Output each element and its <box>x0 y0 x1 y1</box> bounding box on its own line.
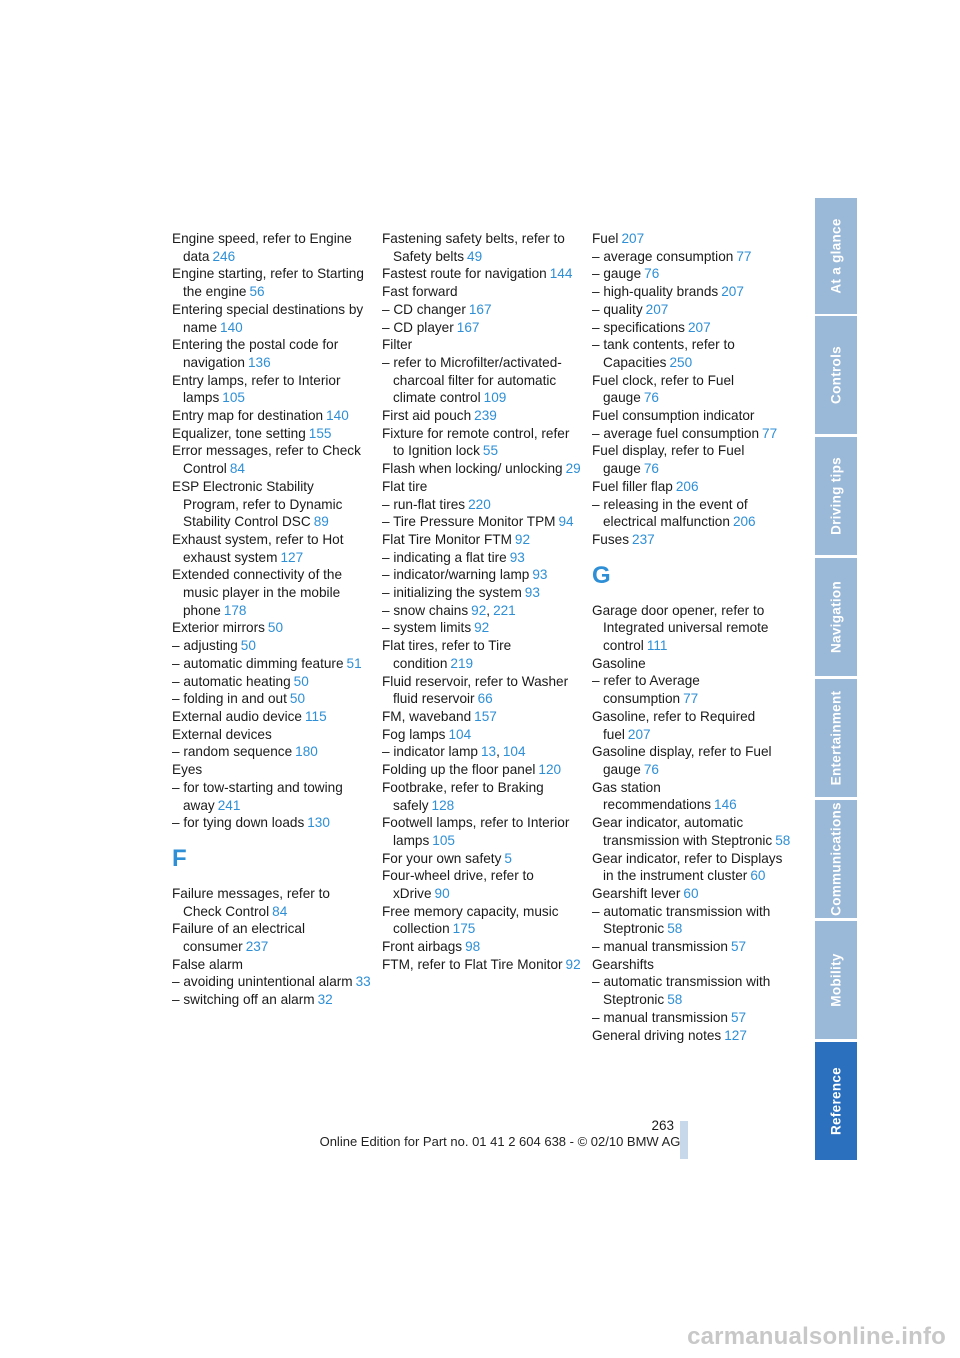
index-entry <box>172 478 372 531</box>
index-entry <box>592 248 792 266</box>
section-letter: G <box>592 561 611 589</box>
page-link[interactable]: 89 <box>313 514 329 530</box>
index-entry-text: Fixture for remote control, refer to Ignition lock <box>382 425 570 459</box>
page-link[interactable]: 92 <box>471 602 487 618</box>
footer-text: Online Edition for Part no. 01 41 2 604 638 - © 02/10 BMW AG <box>319 1134 681 1149</box>
page-link[interactable]: 51 <box>346 655 362 671</box>
page-link[interactable]: 93 <box>524 585 540 601</box>
page-link[interactable]: 56 <box>249 284 265 300</box>
index-entry <box>172 407 372 425</box>
index-entry <box>172 425 372 443</box>
index-entry <box>172 230 372 265</box>
index-entry-text: – automatic dimming feature <box>172 655 344 671</box>
page-link[interactable]: 92 <box>514 531 531 547</box>
page-link[interactable]: 50 <box>293 673 309 689</box>
page-link[interactable]: 207 <box>645 301 669 317</box>
page-link[interactable]: 155 <box>308 425 332 441</box>
page-link[interactable]: 32 <box>317 992 333 1008</box>
page-link[interactable]: 93 <box>532 567 548 583</box>
index-entry <box>172 442 372 477</box>
page-link[interactable]: 77 <box>736 248 752 264</box>
index-entry-text: – releasing in the event of electrical malfunction <box>592 496 748 530</box>
index-entry <box>172 336 372 371</box>
index-entry <box>172 761 372 779</box>
index-entry-text: Gas station recommendations <box>592 779 712 813</box>
index-entry <box>172 265 372 300</box>
page-link[interactable]: 146 <box>714 797 737 813</box>
page-link[interactable]: 104 <box>448 726 472 742</box>
page-link[interactable]: 140 <box>220 319 243 335</box>
page-link[interactable]: 84 <box>229 461 245 477</box>
index-entry <box>382 407 582 425</box>
index-entry-text: External devices <box>172 726 272 742</box>
page-link[interactable]: 250 <box>669 354 693 370</box>
index-entry <box>382 301 582 319</box>
page-link[interactable]: 98 <box>465 939 481 955</box>
index-entry-text: Gear indicator, refer to Displays in the instrument cluster <box>592 850 783 884</box>
page-link[interactable]: 115 <box>304 708 327 724</box>
page-link[interactable]: 207 <box>621 231 645 246</box>
index-entry-text: – tank contents, refer to Capacities <box>592 337 735 370</box>
index-entry <box>592 265 792 283</box>
page-link[interactable]: 167 <box>468 301 492 317</box>
index-entry-text: Footbrake, refer to Braking safely <box>382 779 544 813</box>
index-entry-text: – average fuel consumption <box>592 425 760 441</box>
index-entry <box>172 372 372 407</box>
page-link[interactable]: 104 <box>502 744 526 760</box>
index-entry-text: Free memory capacity, music collection <box>382 903 559 937</box>
index-entry-text: Entering the postal code for navigation <box>172 337 339 370</box>
sidebar-tab-reference[interactable]: Reference <box>815 1042 857 1160</box>
index-entry-text: Entry lamps, refer to Interior lamps <box>172 372 341 406</box>
page-link[interactable]: 76 <box>644 266 660 282</box>
index-entry <box>172 566 372 619</box>
index-entry-text: – CD changer <box>382 301 466 317</box>
index-entry-text: – for tying down loads <box>172 815 305 831</box>
index-entry <box>172 956 372 974</box>
index-entry <box>592 655 792 673</box>
index-entry <box>592 779 792 814</box>
index-entry-text: Gearshift lever <box>592 885 681 901</box>
page-link[interactable]: 90 <box>434 886 450 902</box>
page-link[interactable]: 77 <box>683 691 699 707</box>
index-entry <box>382 319 582 337</box>
page-link[interactable]: 219 <box>450 655 474 671</box>
index-entry-text: Exhaust system, refer to Hot exhaust system <box>172 531 344 565</box>
index-entry-text: – specifications <box>592 319 685 335</box>
index-entry <box>172 779 372 814</box>
index-entry-text: Gear indicator, automatic transmission with Steptronic <box>592 815 773 848</box>
index-entry-text: – Tire Pressure Monitor TPM <box>382 514 556 530</box>
page-link[interactable]: 33 <box>355 974 371 990</box>
index-entry-text: Error messages, refer to Check Control <box>172 443 361 477</box>
page-link[interactable]: 29 <box>565 461 581 477</box>
page-link[interactable]: 60 <box>750 868 766 884</box>
index-entry-text: – automatic heating <box>172 673 291 689</box>
page-link[interactable]: 49 <box>467 248 483 264</box>
page-link[interactable]: 94 <box>558 514 574 530</box>
page-link[interactable]: 207 <box>627 726 651 742</box>
index-entry-text: Failure messages, refer to Check Control <box>172 885 330 919</box>
index-entry <box>592 1027 792 1045</box>
index-entry <box>382 496 582 514</box>
index-entry-text: – manual transmission <box>592 1009 728 1025</box>
index-entry-text: – refer to Average consumption <box>592 673 700 707</box>
index-entry <box>592 301 792 319</box>
index-entry <box>172 301 372 336</box>
page-separator: , <box>486 602 491 618</box>
index-entry <box>592 956 792 974</box>
page-link[interactable]: 246 <box>212 248 236 264</box>
sidebar-tab-driving-tips[interactable]: Driving tips <box>815 437 857 555</box>
sidebar-tab-mobility[interactable]: Mobility <box>815 921 857 1039</box>
index-entry-text: – CD player <box>382 319 454 335</box>
page-link[interactable]: 60 <box>683 885 699 901</box>
watermark: carmanualsonline.info <box>687 1323 946 1350</box>
index-entry-text: – switching off an alarm <box>172 992 315 1008</box>
page-number: 263 <box>651 1118 674 1133</box>
page-link[interactable]: 57 <box>731 939 747 955</box>
page-link[interactable]: 76 <box>643 390 659 406</box>
index-entry <box>592 814 792 849</box>
index-entry <box>172 885 372 920</box>
index-entry-text: – refer to Microfilter/activated-charcoal filter for automatic climate control <box>382 354 562 406</box>
page-link[interactable]: 175 <box>452 921 476 937</box>
index-entry-text: – high-quality brands <box>592 284 719 300</box>
index-entry <box>382 584 582 602</box>
index-entry-text: – average consumption <box>592 248 734 264</box>
page-link[interactable]: 111 <box>646 638 668 654</box>
index-entry <box>382 867 582 902</box>
index-entry-text: Fastest route for navigation <box>382 266 547 282</box>
page-link[interactable]: 128 <box>431 797 455 813</box>
index-entry-text: – manual transmission <box>592 939 728 955</box>
index-entry-text: – avoiding unintentional alarm <box>172 974 353 990</box>
index-entry <box>592 973 792 1008</box>
index-entry <box>382 425 582 460</box>
sidebar-tab-communications[interactable]: Communications <box>815 800 857 918</box>
sidebar-tab-controls[interactable]: Controls <box>815 316 857 434</box>
index-entry <box>382 549 582 567</box>
page-link[interactable]: 220 <box>468 496 491 512</box>
section-letter: F <box>172 844 187 872</box>
index-entry <box>172 920 372 955</box>
index-entry <box>592 1009 792 1027</box>
page-link[interactable]: 58 <box>667 921 683 937</box>
page-link[interactable]: 241 <box>217 797 241 813</box>
index-entry-text: Flat tire <box>382 478 428 494</box>
sidebar-tab-navigation[interactable]: Navigation <box>815 558 857 676</box>
index-entry <box>382 354 582 407</box>
page-link[interactable]: 50 <box>289 691 306 707</box>
index-entry-text: – indicator/warning lamp <box>382 567 530 583</box>
page-link[interactable]: 50 <box>240 638 256 654</box>
index-entry-text: – run-flat tires <box>382 496 466 512</box>
index-entry-text: Front airbags <box>382 939 463 955</box>
index-entry-text: Fastening safety belts, refer to Safety belts <box>382 231 565 264</box>
index-entry <box>382 513 582 531</box>
index-entry <box>382 637 582 672</box>
page-link[interactable]: 237 <box>245 939 269 955</box>
index-entry-text: Fuel clock, refer to Fuel gauge <box>592 372 735 406</box>
index-column-3 <box>592 230 792 1044</box>
index-entry <box>172 708 372 726</box>
page-link[interactable]: 206 <box>732 514 756 530</box>
index-entry-text: – indicator lamp <box>382 744 478 760</box>
index-entry-text: – adjusting <box>172 638 238 654</box>
index-entry-text: ESP Electronic Stability Program, refer to Dynamic Stability Control DSC <box>172 478 343 530</box>
page-link[interactable]: 55 <box>482 443 499 459</box>
page-link[interactable]: 93 <box>509 549 525 565</box>
index-entry <box>172 655 372 673</box>
index-entry <box>172 973 372 991</box>
index-entry-text: – indicating a flat tire <box>382 549 507 565</box>
index-entry <box>592 425 792 443</box>
footer <box>0 1134 960 1149</box>
index-entry-text: Flat tires, refer to Tire condition <box>382 638 512 671</box>
index-entry-text: Fuses <box>592 531 630 547</box>
index-entry <box>592 672 792 707</box>
index-entry <box>382 478 582 496</box>
index-entry-text: Gasoline <box>592 655 646 671</box>
page-link[interactable]: 157 <box>474 708 497 724</box>
index-entry-text: Entry map for destination <box>172 408 324 424</box>
page-link[interactable]: 84 <box>272 903 288 919</box>
index-entry-text: – for tow-starting and towing away <box>172 779 343 813</box>
page-link[interactable]: 66 <box>477 691 493 707</box>
index-entry <box>592 283 792 301</box>
index-entry <box>382 531 582 549</box>
page-link[interactable]: 130 <box>307 815 330 831</box>
index-entry-text: Fluid reservoir, refer to Washer fluid reservoir <box>382 673 569 707</box>
index-entry <box>382 726 582 744</box>
index-entry <box>382 814 582 849</box>
index-entry <box>382 743 582 761</box>
index-entry-text: – snow chains <box>382 602 469 618</box>
index-entry-text: Failure of an electrical consumer <box>172 921 305 955</box>
index-entry-text: – automatic transmission with Steptronic <box>592 974 771 1008</box>
page-link[interactable]: 50 <box>267 620 284 636</box>
index-entry <box>382 619 582 637</box>
index-entry <box>172 814 372 832</box>
index-entry <box>382 336 582 354</box>
index-entry <box>592 336 792 371</box>
page-link[interactable]: 92 <box>474 620 490 636</box>
index-entry-text: Flat Tire Monitor FTM <box>382 531 512 547</box>
page-link[interactable]: 105 <box>432 832 455 848</box>
index-column-1 <box>172 230 372 1009</box>
index-entry-text: Filter <box>382 337 413 353</box>
index-entry <box>172 743 372 761</box>
index-column-2 <box>382 230 582 974</box>
page-link[interactable]: 77 <box>762 425 778 441</box>
index-entry-text: – system limits <box>382 620 472 636</box>
index-entry-text: Fuel filler flap <box>592 478 673 494</box>
index-entry-text: External audio device <box>172 708 302 724</box>
index-entry <box>382 566 582 584</box>
index-entry-text: – gauge <box>592 266 642 282</box>
index-entry-text: Engine speed, refer to Engine data <box>172 231 352 264</box>
index-entry-text: Fuel <box>592 231 619 246</box>
index-entry <box>382 265 582 283</box>
page-link[interactable]: 13 <box>480 744 497 760</box>
index-entry <box>382 708 582 726</box>
index-entry <box>172 637 372 655</box>
index-entry <box>592 531 792 549</box>
index-entry-text: Gasoline display, refer to Fuel gauge <box>592 744 772 777</box>
index-entry <box>592 319 792 337</box>
index-entry-text: Engine starting, refer to Starting the engine <box>172 266 364 300</box>
index-entry <box>382 779 582 814</box>
index-entry-text: Folding up the floor panel <box>382 762 536 778</box>
index-entry <box>592 372 792 407</box>
page-link[interactable]: 178 <box>223 602 247 618</box>
index-entry-text: Fuel display, refer to Fuel gauge <box>592 443 745 477</box>
sidebar-tab-at-a-glance[interactable]: At a glance <box>815 198 857 314</box>
index-entry-text: Fuel consumption indicator <box>592 408 755 424</box>
index-entry <box>592 478 792 496</box>
page-link[interactable]: 180 <box>295 744 318 760</box>
index-entry-text: – folding in and out <box>172 691 287 707</box>
page-link[interactable]: 239 <box>474 408 497 424</box>
index-entry-text: – initializing the system <box>382 585 522 601</box>
index-entry-text: Footwell lamps, refer to Interior lamps <box>382 815 570 848</box>
index-entry-text: FTM, refer to Flat Tire Monitor <box>382 956 563 972</box>
index-entry-text: Flash when locking/ unlocking <box>382 461 563 477</box>
page-link[interactable]: 167 <box>456 319 480 335</box>
sidebar-tab-entertainment[interactable]: Entertainment <box>815 679 857 797</box>
page-link[interactable]: 76 <box>643 761 659 777</box>
page-link[interactable]: 237 <box>632 531 655 547</box>
index-entry-text: Eyes <box>172 762 203 778</box>
page-link[interactable]: 58 <box>667 992 683 1008</box>
index-entry <box>592 743 792 778</box>
page-link[interactable]: 57 <box>731 1009 747 1025</box>
index-entry <box>592 602 792 655</box>
page-link[interactable]: 109 <box>483 390 507 406</box>
index-entry-text: Entering special destinations by name <box>172 301 364 335</box>
index-entry <box>382 956 582 974</box>
index-entry-text: First aid pouch <box>382 408 472 424</box>
index-entry <box>382 283 582 301</box>
page-link[interactable]: 144 <box>549 266 573 282</box>
index-entry <box>172 619 372 637</box>
index-entry-text: FM, waveband <box>382 708 472 724</box>
index-entry-text: Gearshifts <box>592 956 654 972</box>
page-link[interactable]: 206 <box>675 478 699 494</box>
page-link[interactable]: 76 <box>643 461 659 477</box>
page-link[interactable]: 58 <box>775 832 791 848</box>
page-link[interactable]: 207 <box>721 284 744 300</box>
index-entry <box>382 761 582 779</box>
page-link[interactable]: 92 <box>565 956 581 972</box>
index-entry-text: Fast forward <box>382 284 458 300</box>
index-entry-text: Garage door opener, refer to Integrated universal remote control <box>592 602 769 654</box>
index-entry <box>592 938 792 956</box>
index-entry <box>382 903 582 938</box>
page-separator: , <box>496 744 500 760</box>
index-entry-text: Fog lamps <box>382 726 446 742</box>
index-entry <box>382 230 582 265</box>
index-entry <box>592 850 792 885</box>
page-link[interactable]: 136 <box>247 354 271 370</box>
index-entry <box>382 850 582 868</box>
index-entry-text: Gasoline, refer to Required fuel <box>592 708 756 742</box>
index-entry <box>592 442 792 477</box>
index-entry <box>592 230 792 248</box>
page-link[interactable]: 5 <box>504 850 512 866</box>
index-entry-text: For your own safety <box>382 850 502 866</box>
index-entry <box>592 708 792 743</box>
index-entry <box>592 903 792 938</box>
index-entry-text: General driving notes <box>592 1027 722 1043</box>
index-entry <box>172 531 372 566</box>
page-link[interactable]: 127 <box>280 549 304 565</box>
index-entry <box>382 938 582 956</box>
index-entry-text: – quality <box>592 301 643 317</box>
index-entry-text: – automatic transmission with Steptronic <box>592 903 771 937</box>
index-entry <box>172 726 372 744</box>
index-entry <box>382 673 582 708</box>
index-entry <box>172 991 372 1009</box>
index-entry <box>172 673 372 691</box>
index-entry <box>172 690 372 708</box>
index-entry-text: – random sequence <box>172 744 293 760</box>
index-entry-text: Extended connectivity of the music player in the mobile phone <box>172 567 343 618</box>
page-link[interactable]: 221 <box>493 602 516 618</box>
index-entry <box>592 885 792 903</box>
page-link[interactable]: 207 <box>687 319 711 335</box>
index-entry-text: Equalizer, tone setting <box>172 425 306 441</box>
page-link[interactable]: 120 <box>538 762 562 778</box>
index-entry <box>592 407 792 425</box>
index-entry-text: Four-wheel drive, refer to xDrive <box>382 868 534 902</box>
page-link[interactable]: 105 <box>222 390 245 406</box>
index-entry <box>592 496 792 531</box>
index-entry <box>382 602 582 620</box>
page-link[interactable]: 127 <box>724 1027 747 1043</box>
index-entry <box>382 460 582 478</box>
page-link[interactable]: 140 <box>326 408 349 424</box>
index-entry-text: Exterior mirrors <box>172 620 265 636</box>
index-entry-text: False alarm <box>172 956 244 972</box>
